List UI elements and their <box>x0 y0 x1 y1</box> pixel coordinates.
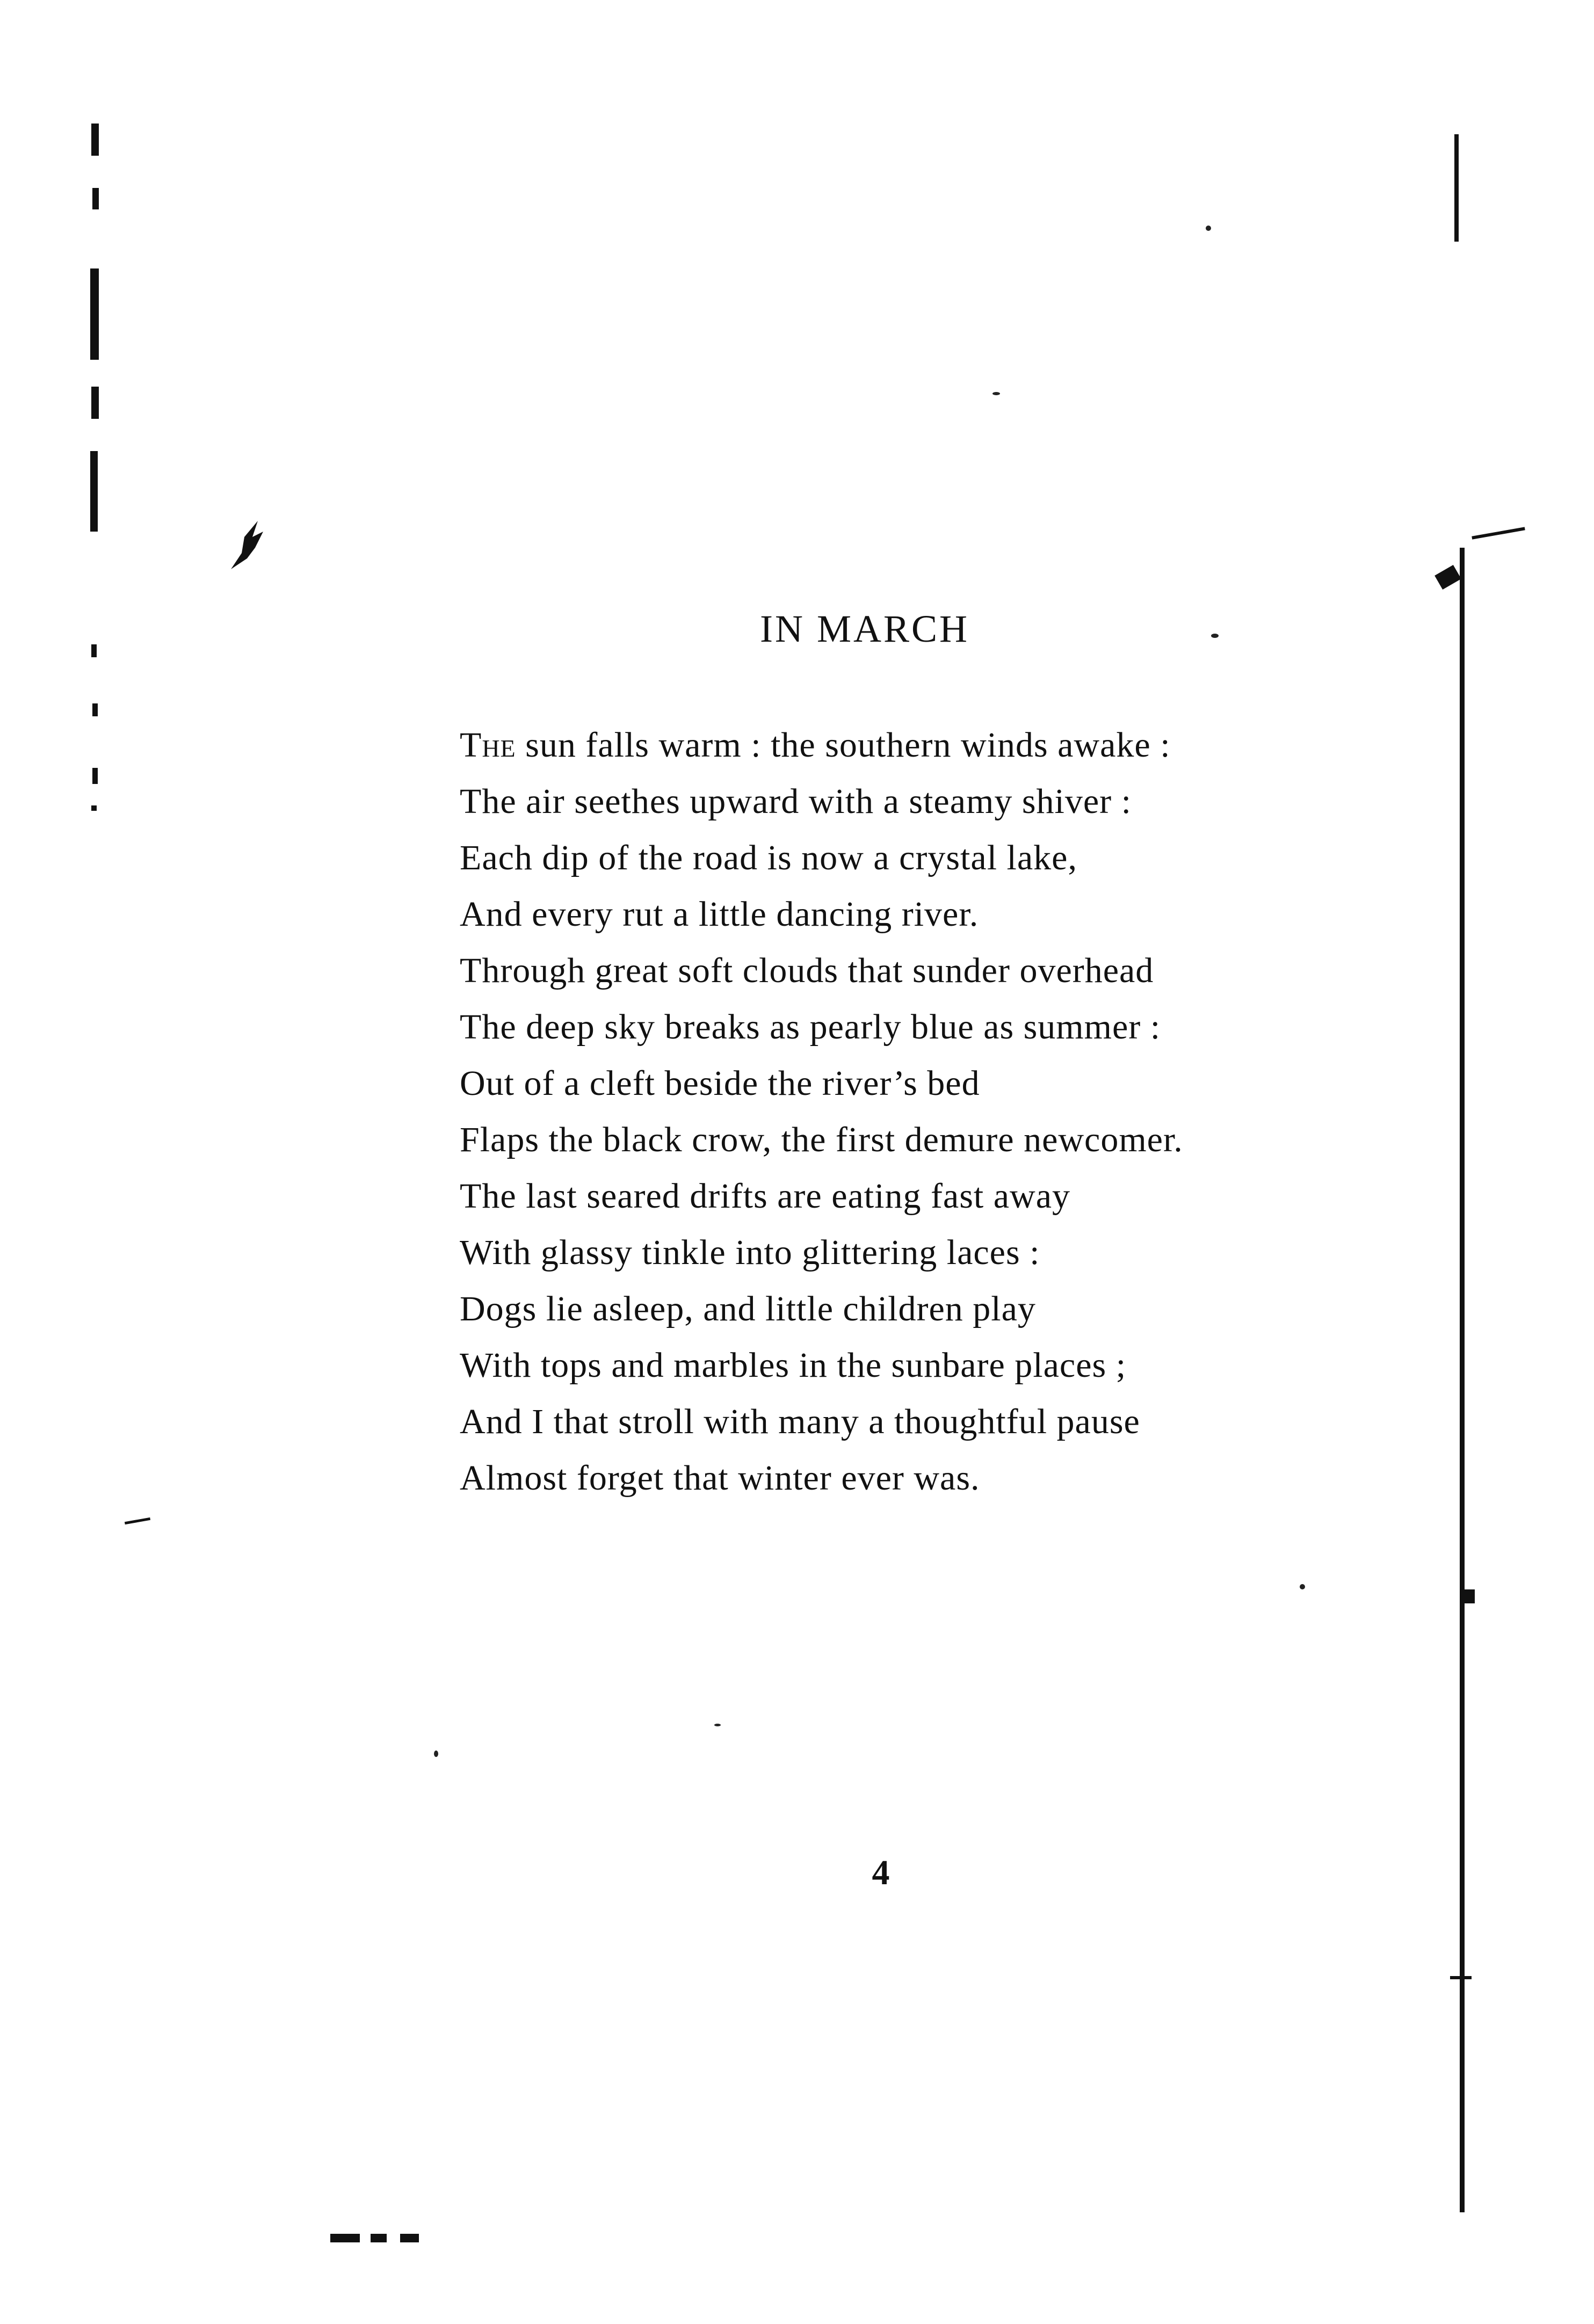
poem-line: Almost forget that winter ever was. <box>460 1458 980 1498</box>
scan-mark-bottom-3 <box>400 2234 419 2242</box>
scan-mark-bottom-2 <box>371 2234 387 2242</box>
scan-mark-left-4 <box>91 387 99 419</box>
poem-line: Flaps the black crow, the first demure newcomer. <box>460 1120 1183 1159</box>
binding-edge-tick-1 <box>1472 527 1525 539</box>
ink-blot <box>220 515 274 575</box>
poem-line: The deep sky breaks as pearly blue as summer : <box>460 1007 1161 1047</box>
poem-body <box>460 717 1373 1506</box>
poem-first-word: The <box>460 725 516 765</box>
speck <box>1206 226 1211 231</box>
page-number: 4 <box>872 1853 890 1892</box>
poem-line: Through great soft clouds that sunder overhead <box>460 951 1154 990</box>
binding-edge-line <box>1460 548 1465 2212</box>
binding-edge-tick-3 <box>1461 1589 1475 1603</box>
poem-line <box>460 717 1373 773</box>
poem-line: Out of a cleft beside the river’s bed <box>460 1064 980 1103</box>
scan-mark-left-7 <box>92 703 98 716</box>
poem-line: With glassy tinkle into glittering laces : <box>460 1233 1040 1272</box>
scan-mark-left-1 <box>91 124 99 156</box>
poem-line: The air seethes upward with a steamy shiver : <box>460 782 1132 821</box>
speck <box>714 1724 721 1726</box>
binding-edge-tick-2 <box>1434 565 1461 590</box>
poem-line: Dogs lie asleep, and little children play <box>460 1289 1036 1328</box>
scan-mark-left-3 <box>90 268 99 360</box>
poem-line: Each dip of the road is now a crystal lake, <box>460 838 1077 877</box>
poem-line: With tops and marbles in the sunbare places ; <box>460 1346 1127 1385</box>
scan-mark-bottom-1 <box>330 2234 360 2242</box>
poem-line: And I that stroll with many a thoughtful pause <box>460 1402 1140 1441</box>
speck <box>434 1751 438 1757</box>
poem-line: The last seared drifts are eating fast away <box>460 1176 1070 1216</box>
scan-mark-left-2 <box>92 188 99 209</box>
scan-mark-left-6 <box>91 644 97 657</box>
speck <box>1300 1584 1305 1589</box>
scan-mark-left-5 <box>90 451 98 532</box>
binding-edge-top <box>1454 134 1459 242</box>
speck <box>992 392 1000 395</box>
poem-first-line-rest: sun falls warm : the southern winds awake : <box>516 725 1171 765</box>
speck <box>1211 634 1219 638</box>
poem-title: IN MARCH <box>759 607 970 650</box>
poem-line: And every rut a little dancing river. <box>460 895 979 934</box>
scan-mark-left-8 <box>92 768 98 784</box>
scan-mark-left-9 <box>91 805 97 811</box>
binding-edge-tick-4 <box>1450 1976 1472 1979</box>
scan-mark-left-10 <box>125 1517 150 1524</box>
